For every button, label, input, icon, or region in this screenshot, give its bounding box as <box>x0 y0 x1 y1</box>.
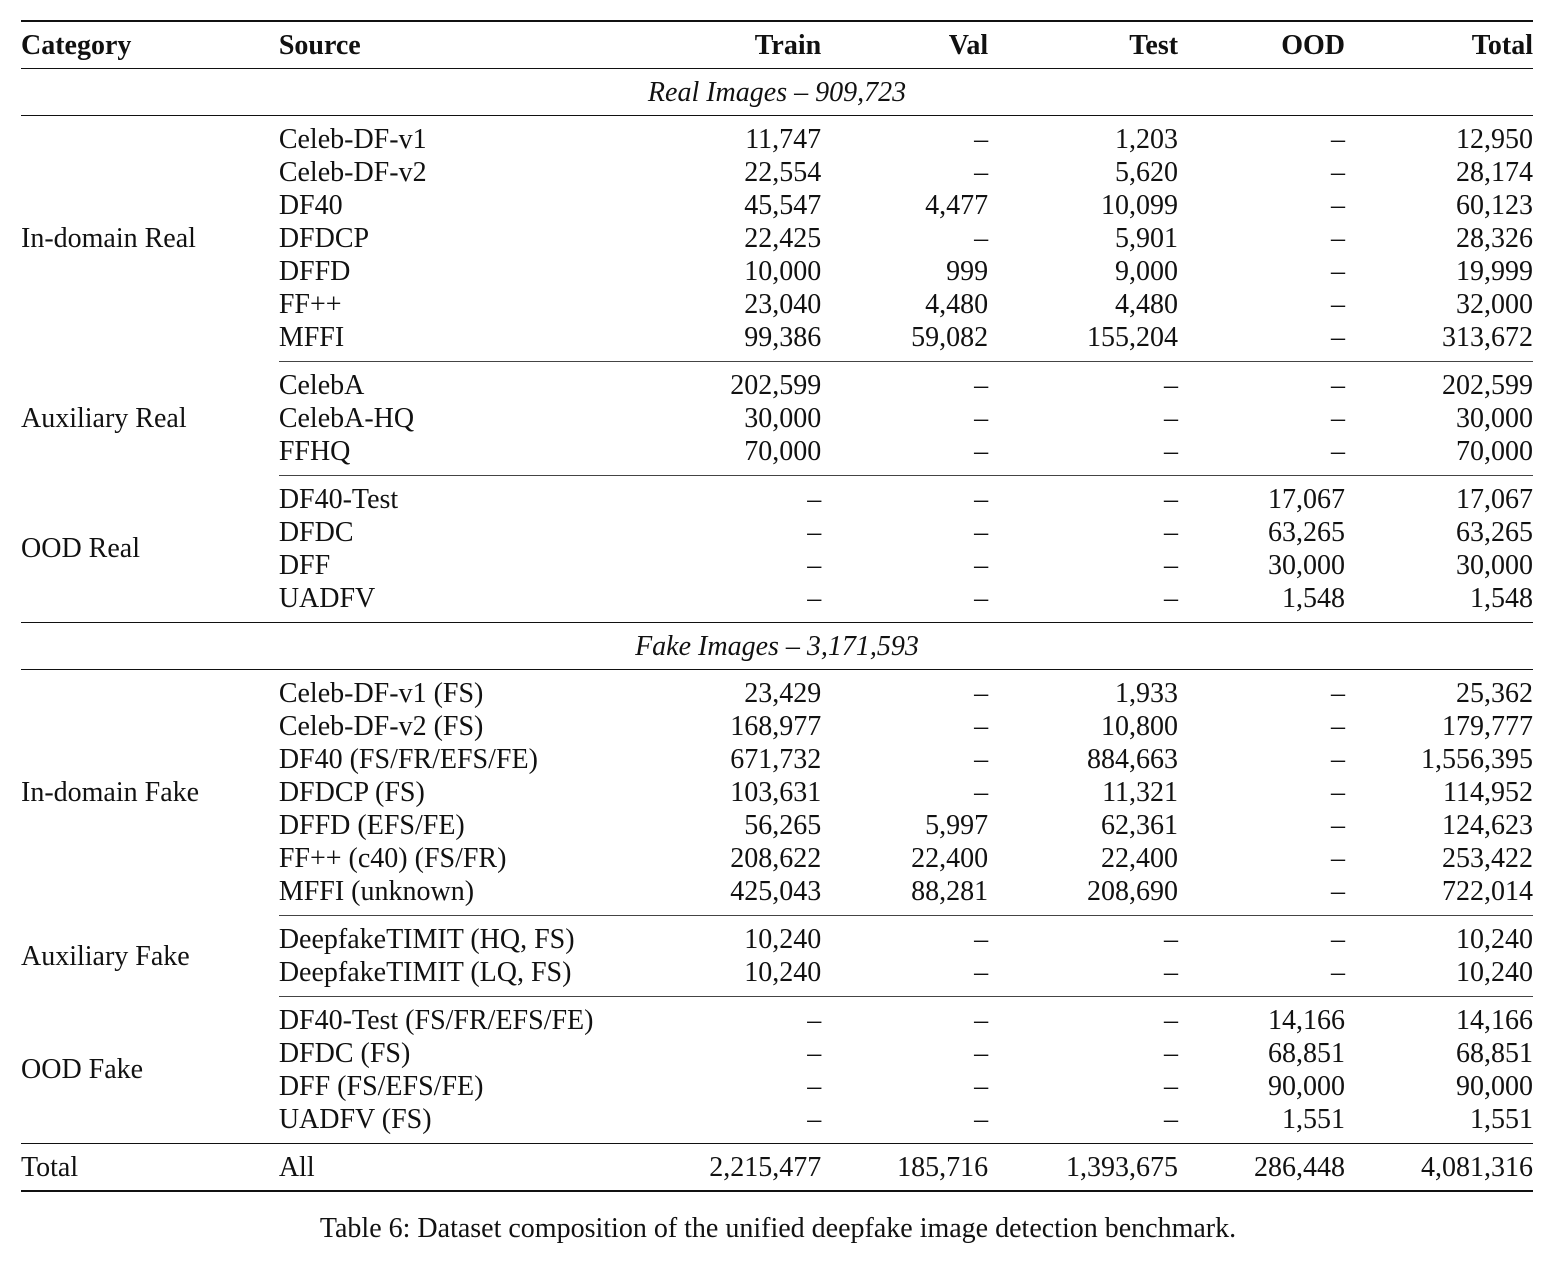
source-cell: MFFI (unknown) <box>279 875 631 916</box>
train-cell: – <box>807 550 822 581</box>
val-cell: – <box>821 435 988 476</box>
source-cell: Celeb-DF-v2 <box>278 157 427 188</box>
ood-cell: – <box>1331 190 1346 221</box>
train-cell: 103,631 <box>730 777 822 808</box>
train-cell: 11,747 <box>745 124 822 155</box>
total-cell: 90,000 <box>1456 1071 1533 1102</box>
source-cell: DFF (FS/EFS/FE) <box>278 1071 484 1102</box>
test-cell: 1,203 <box>1115 124 1179 155</box>
total-cell: 63,265 <box>1456 517 1533 548</box>
total-ood: 286,448 <box>1254 1151 1346 1183</box>
val-cell: 999 <box>946 256 989 287</box>
ood-cell: – <box>1178 956 1345 997</box>
val-cell: 4,477 <box>925 190 989 221</box>
test-cell: 4,480 <box>1115 289 1179 320</box>
train-cell: 168,977 <box>730 711 822 742</box>
test-cell: 208,690 <box>988 875 1178 916</box>
val-cell: – <box>974 711 989 742</box>
val-cell: – <box>974 484 989 515</box>
header-train: Train <box>754 29 822 61</box>
test-cell: 10,099 <box>1101 190 1179 221</box>
source-cell: CelebA <box>278 370 365 401</box>
source-cell: UADFV (FS) <box>278 1104 432 1135</box>
source-cell: FFHQ <box>279 435 631 476</box>
source-cell: UADFV <box>278 583 376 614</box>
train-cell: 10,240 <box>744 924 822 955</box>
source-cell: Celeb-DF-v1 <box>278 124 427 155</box>
val-cell: – <box>974 370 989 401</box>
test-cell: 22,400 <box>1101 843 1179 874</box>
train-cell: – <box>807 1071 822 1102</box>
train-cell: 45,547 <box>744 190 822 221</box>
total-cell: 25,362 <box>1456 678 1533 709</box>
train-cell: 10,000 <box>744 256 822 287</box>
source-cell: DF40 <box>278 190 343 221</box>
table-row <box>21 476 1533 517</box>
test-cell: – <box>988 956 1178 997</box>
test-cell: – <box>1164 924 1179 955</box>
source-cell: DFDCP (FS) <box>278 777 425 808</box>
ood-cell: 1,551 <box>1282 1104 1346 1135</box>
total-cell: 32,000 <box>1456 289 1533 320</box>
val-cell: – <box>974 157 989 188</box>
total-cell: 124,623 <box>1442 810 1533 841</box>
source-cell: DFFD <box>278 256 351 287</box>
val-cell: – <box>974 777 989 808</box>
dataset-composition-table <box>21 20 1533 1192</box>
test-cell: 5,620 <box>1115 157 1179 188</box>
header-source: Source <box>278 29 361 61</box>
source-cell: DFDC (FS) <box>278 1038 411 1069</box>
source-cell: DFDCP <box>278 223 370 254</box>
test-cell: – <box>1164 550 1179 581</box>
category-cell: OOD Real <box>21 533 140 565</box>
total-row <box>21 1144 1533 1192</box>
ood-cell: – <box>1331 289 1346 320</box>
source-cell: DeepfakeTIMIT (LQ, FS) <box>279 956 631 997</box>
test-cell: – <box>1164 1005 1179 1036</box>
ood-cell: 30,000 <box>1268 550 1346 581</box>
val-cell: 88,281 <box>821 875 988 916</box>
train-cell: 22,425 <box>744 223 822 254</box>
train-cell: 208,622 <box>730 843 822 874</box>
val-cell: – <box>974 678 989 709</box>
ood-cell: – <box>1331 370 1346 401</box>
total-category: Total <box>21 1151 79 1183</box>
total-cell: 28,326 <box>1456 223 1533 254</box>
test-cell: – <box>1164 403 1179 434</box>
source-cell: DeepfakeTIMIT (HQ, FS) <box>278 924 575 955</box>
test-cell: 884,663 <box>1087 744 1179 775</box>
train-cell: – <box>807 1005 822 1036</box>
ood-cell: – <box>1331 157 1346 188</box>
total-cell: 70,000 <box>1345 435 1533 476</box>
train-cell: 671,732 <box>730 744 822 775</box>
source-cell: DF40-Test <box>278 484 399 515</box>
table-row <box>21 997 1533 1038</box>
val-cell: – <box>974 1005 989 1036</box>
ood-cell: – <box>1331 744 1346 775</box>
val-cell: 4,480 <box>925 289 989 320</box>
train-cell: 56,265 <box>744 810 822 841</box>
total-cell: 253,422 <box>1442 843 1533 874</box>
train-cell: 99,386 <box>631 321 821 362</box>
val-cell: – <box>974 744 989 775</box>
ood-cell: 17,067 <box>1268 484 1346 515</box>
category-cell: Auxiliary Fake <box>21 940 190 972</box>
train-cell: – <box>807 484 822 515</box>
val-cell: – <box>974 924 989 955</box>
header-ood: OOD <box>1281 29 1346 61</box>
header-val: Val <box>948 29 989 61</box>
ood-cell: – <box>1331 777 1346 808</box>
table-row <box>21 362 1533 403</box>
total-cell: 19,999 <box>1456 256 1533 287</box>
total-cell: 12,950 <box>1456 124 1533 155</box>
ood-cell: – <box>1331 678 1346 709</box>
test-cell: – <box>1164 517 1179 548</box>
test-cell: – <box>1164 484 1179 515</box>
val-cell: – <box>974 124 989 155</box>
source-cell: Celeb-DF-v2 (FS) <box>278 711 484 742</box>
header-category: Category <box>21 29 132 61</box>
table-row <box>21 670 1533 711</box>
total-cell: 30,000 <box>1456 403 1533 434</box>
total-cell: 14,166 <box>1456 1005 1533 1036</box>
total-cell: 1,556,395 <box>1421 744 1533 775</box>
section-header-row <box>21 623 1533 670</box>
ood-cell: – <box>1331 924 1346 955</box>
train-cell: – <box>807 1038 822 1069</box>
section-title: Real Images – 909,723 <box>647 76 907 108</box>
train-cell: 30,000 <box>744 403 822 434</box>
source-cell: DFF <box>278 550 331 581</box>
ood-cell: 14,166 <box>1268 1005 1346 1036</box>
test-cell: 62,361 <box>1101 810 1179 841</box>
total-cell: 10,240 <box>1345 956 1533 997</box>
test-cell: 10,800 <box>1101 711 1179 742</box>
ood-cell: – <box>1331 810 1346 841</box>
source-cell: FF++ <box>278 289 342 320</box>
category-cell: Auxiliary Real <box>21 403 187 434</box>
total-cell: 1,548 <box>1470 583 1533 614</box>
section-title: Fake Images – 3,171,593 <box>635 630 919 662</box>
total-cell: 17,067 <box>1456 484 1533 515</box>
total-cell: 30,000 <box>1456 550 1533 581</box>
total-val: 185,716 <box>897 1151 989 1183</box>
train-cell: 23,040 <box>744 289 822 320</box>
test-cell: 5,901 <box>1115 223 1179 254</box>
train-cell: 22,554 <box>744 157 822 188</box>
test-cell: – <box>1164 1038 1179 1069</box>
train-cell: 10,240 <box>631 956 821 997</box>
total-cell: 28,174 <box>1456 157 1533 188</box>
total-total: 4,081,316 <box>1421 1151 1533 1183</box>
ood-cell: 1,548 <box>1282 583 1346 614</box>
ood-cell: – <box>1178 875 1345 916</box>
source-cell: MFFI <box>279 321 631 362</box>
table-row <box>21 916 1533 957</box>
ood-cell: – <box>1331 256 1346 287</box>
val-cell: – <box>974 1104 989 1135</box>
ood-cell: – <box>1331 403 1346 434</box>
source-cell: DF40 (FS/FR/EFS/FE) <box>278 744 538 775</box>
val-cell: – <box>974 403 989 434</box>
total-cell: 10,240 <box>1456 924 1533 955</box>
total-cell: 313,672 <box>1345 321 1533 362</box>
source-cell: DFDC <box>278 517 354 548</box>
section-header-row <box>21 69 1533 116</box>
test-cell: – <box>1164 583 1179 614</box>
total-cell: 179,777 <box>1442 711 1533 742</box>
train-cell: 23,429 <box>744 678 822 709</box>
test-cell: – <box>1164 370 1179 401</box>
total-cell: 114,952 <box>1443 777 1533 808</box>
header-total: Total <box>1471 29 1533 61</box>
test-cell: 155,204 <box>988 321 1178 362</box>
val-cell: – <box>974 223 989 254</box>
val-cell: – <box>821 956 988 997</box>
total-cell: 1,551 <box>1470 1104 1533 1135</box>
test-cell: 11,321 <box>1102 777 1179 808</box>
ood-cell: 63,265 <box>1268 517 1346 548</box>
train-cell: 70,000 <box>631 435 821 476</box>
source-cell: FF++ (c40) (FS/FR) <box>278 843 507 874</box>
source-cell: CelebA-HQ <box>278 403 415 434</box>
category-cell: OOD Fake <box>21 1054 144 1086</box>
total-cell: 60,123 <box>1456 190 1533 221</box>
total-train: 2,215,477 <box>709 1151 822 1183</box>
val-cell: – <box>974 517 989 548</box>
total-cell: 722,014 <box>1345 875 1533 916</box>
val-cell: 22,400 <box>911 843 989 874</box>
val-cell: – <box>974 1071 989 1102</box>
ood-cell: – <box>1331 711 1346 742</box>
train-cell: – <box>807 583 822 614</box>
total-test: 1,393,675 <box>1066 1151 1179 1183</box>
val-cell: – <box>974 1038 989 1069</box>
train-cell: – <box>807 1104 822 1135</box>
ood-cell: – <box>1178 321 1345 362</box>
ood-cell: 90,000 <box>1268 1071 1346 1102</box>
val-cell: 59,082 <box>821 321 988 362</box>
source-cell: Celeb-DF-v1 (FS) <box>278 678 484 709</box>
header-row <box>21 21 1533 69</box>
train-cell: 202,599 <box>730 370 822 401</box>
total-cell: 202,599 <box>1442 370 1533 401</box>
train-cell: – <box>807 517 822 548</box>
val-cell: – <box>974 550 989 581</box>
source-cell: DF40-Test (FS/FR/EFS/FE) <box>278 1005 594 1036</box>
ood-cell: – <box>1331 124 1346 155</box>
source-cell: DFFD (EFS/FE) <box>278 810 465 841</box>
ood-cell: 68,851 <box>1268 1038 1346 1069</box>
total-cell: 68,851 <box>1456 1038 1533 1069</box>
test-cell: 1,933 <box>1115 678 1179 709</box>
table-caption: Table 6: Dataset composition of the unified deepfake image detection benchmark. <box>319 1213 1237 1244</box>
table-row <box>21 116 1533 157</box>
test-cell: – <box>1164 1071 1179 1102</box>
test-cell: – <box>988 435 1178 476</box>
total-source: All <box>278 1151 315 1183</box>
ood-cell: – <box>1331 223 1346 254</box>
ood-cell: – <box>1178 435 1345 476</box>
test-cell: 9,000 <box>1115 256 1179 287</box>
val-cell: 5,997 <box>925 810 989 841</box>
header-test: Test <box>1129 29 1179 61</box>
test-cell: – <box>1164 1104 1179 1135</box>
train-cell: 425,043 <box>631 875 821 916</box>
ood-cell: – <box>1331 843 1346 874</box>
table-container <box>21 20 1533 1192</box>
val-cell: – <box>974 583 989 614</box>
category-cell: In-domain Fake <box>21 777 200 809</box>
category-cell: In-domain Real <box>21 223 196 255</box>
